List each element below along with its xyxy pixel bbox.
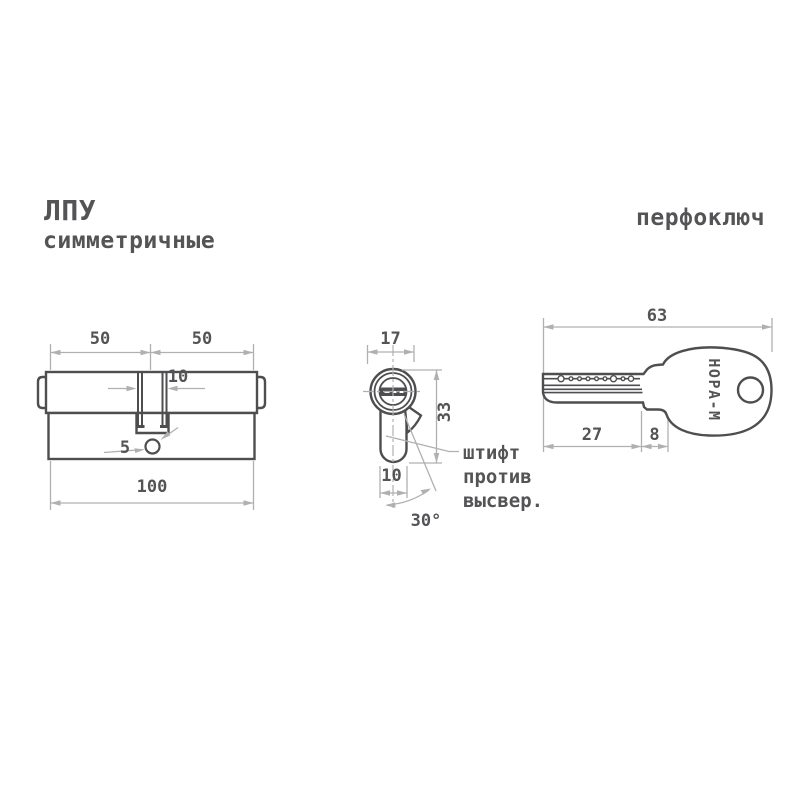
key-brand-text: НОРА-М xyxy=(705,358,723,422)
callout-line-3: высвер. xyxy=(463,490,544,512)
cam-angle-ray xyxy=(404,414,436,491)
dim-body-width: 10 xyxy=(381,466,402,486)
dim-key-shoulder: 8 xyxy=(649,425,660,445)
dim-profile-height: 33 xyxy=(435,401,455,423)
key-head-hole xyxy=(738,378,763,403)
key-view xyxy=(543,306,772,452)
dim-cam-width: 10 xyxy=(167,367,189,387)
key-type-label: перфоключ xyxy=(636,205,766,231)
fixing-screw-hole xyxy=(146,440,160,454)
cylinder-side-view xyxy=(363,329,543,531)
dim-key-length: 63 xyxy=(646,306,668,326)
dim-total-length: 100 xyxy=(136,477,168,497)
dim-right-half: 50 xyxy=(191,329,213,349)
dim-key-blade: 27 xyxy=(581,425,603,445)
dim-screw: 5 xyxy=(119,438,131,458)
cylinder-right-cap xyxy=(257,377,265,408)
callout-line-1: штифт xyxy=(463,442,521,464)
callout-line-2: против xyxy=(463,466,532,488)
dim-left-half: 50 xyxy=(89,329,111,349)
cylinder-front-view xyxy=(38,329,265,510)
dim-cam-angle: 30° xyxy=(410,511,442,531)
page-subtitle: симметричные xyxy=(43,228,216,254)
page-title: ЛПУ xyxy=(44,194,97,227)
cylinder-upper-body xyxy=(46,372,257,413)
angle-arc-arrow-left xyxy=(385,502,396,507)
dim-profile-width: 17 xyxy=(380,329,401,349)
